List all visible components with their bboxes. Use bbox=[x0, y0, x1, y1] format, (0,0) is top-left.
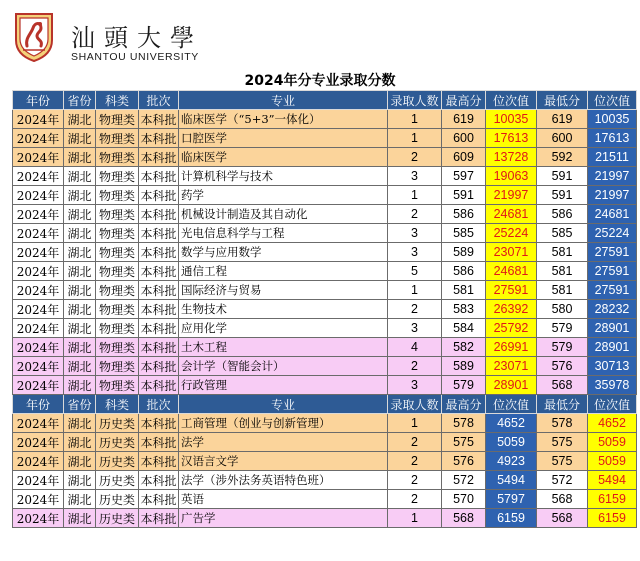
cell-max-rank: 26392 bbox=[486, 300, 537, 319]
table-row bbox=[13, 471, 637, 490]
cell-max-score: 589 bbox=[442, 243, 486, 262]
cell-batch: 本科批 bbox=[139, 129, 179, 148]
cell-major: 会计学（智能会计） bbox=[179, 357, 388, 376]
cell-subject: 物理类 bbox=[96, 281, 139, 300]
cell-max-rank: 25224 bbox=[486, 224, 537, 243]
header-major: 专业 bbox=[179, 91, 388, 110]
cell-batch: 本科批 bbox=[139, 357, 179, 376]
cell-min-score: 576 bbox=[537, 357, 588, 376]
cell-min-rank: 5059 bbox=[588, 452, 637, 471]
cell-admitted: 2 bbox=[388, 205, 442, 224]
cell-batch: 本科批 bbox=[139, 452, 179, 471]
cell-min-score: 585 bbox=[537, 224, 588, 243]
university-name-cn: 汕頭大學 bbox=[71, 24, 203, 52]
physics-section bbox=[13, 110, 637, 395]
cell-batch: 本科批 bbox=[139, 205, 179, 224]
header-max-rank: 位次值 bbox=[486, 91, 537, 110]
table-row bbox=[13, 433, 637, 452]
cell-major: 应用化学 bbox=[179, 319, 388, 338]
cell-admitted: 2 bbox=[388, 300, 442, 319]
cell-batch: 本科批 bbox=[139, 490, 179, 509]
cell-year: 2024年 bbox=[13, 148, 64, 167]
cell-max-score: 585 bbox=[442, 224, 486, 243]
cell-year: 2024年 bbox=[13, 224, 64, 243]
cell-min-rank: 30713 bbox=[588, 357, 637, 376]
header-admitted: 录取人数 bbox=[388, 395, 442, 414]
cell-subject: 物理类 bbox=[96, 167, 139, 186]
header-year: 年份 bbox=[13, 395, 64, 414]
table-row bbox=[13, 262, 637, 281]
cell-max-rank: 5059 bbox=[486, 433, 537, 452]
cell-min-score: 578 bbox=[537, 414, 588, 433]
cell-admitted: 1 bbox=[388, 129, 442, 148]
cell-admitted: 3 bbox=[388, 319, 442, 338]
cell-min-rank: 27591 bbox=[588, 243, 637, 262]
cell-max-rank: 24681 bbox=[486, 262, 537, 281]
cell-min-rank: 27591 bbox=[588, 262, 637, 281]
cell-province: 湖北 bbox=[64, 281, 96, 300]
university-name-en: SHANTOU UNIVERSITY bbox=[71, 51, 199, 63]
table-row bbox=[13, 110, 637, 129]
cell-major: 机械设计制造及其自动化 bbox=[179, 205, 388, 224]
cell-max-rank: 4923 bbox=[486, 452, 537, 471]
header-subject: 科类 bbox=[96, 395, 139, 414]
cell-batch: 本科批 bbox=[139, 471, 179, 490]
cell-subject: 物理类 bbox=[96, 224, 139, 243]
cell-year: 2024年 bbox=[13, 490, 64, 509]
cell-max-rank: 28901 bbox=[486, 376, 537, 395]
cell-min-rank: 17613 bbox=[588, 129, 637, 148]
cell-min-rank: 6159 bbox=[588, 509, 637, 528]
cell-batch: 本科批 bbox=[139, 376, 179, 395]
cell-max-score: 586 bbox=[442, 205, 486, 224]
cell-max-rank: 27591 bbox=[486, 281, 537, 300]
cell-year: 2024年 bbox=[13, 281, 64, 300]
cell-min-rank: 6159 bbox=[588, 490, 637, 509]
cell-min-rank: 28901 bbox=[588, 338, 637, 357]
cell-major: 光电信息科学与工程 bbox=[179, 224, 388, 243]
cell-subject: 物理类 bbox=[96, 262, 139, 281]
university-seal-icon bbox=[13, 10, 55, 62]
cell-subject: 物理类 bbox=[96, 357, 139, 376]
cell-major: 生物技术 bbox=[179, 300, 388, 319]
cell-province: 湖北 bbox=[64, 338, 96, 357]
cell-max-score: 597 bbox=[442, 167, 486, 186]
cell-subject: 历史类 bbox=[96, 471, 139, 490]
cell-max-rank: 6159 bbox=[486, 509, 537, 528]
admission-score-table bbox=[12, 90, 637, 528]
cell-min-score: 591 bbox=[537, 186, 588, 205]
table-header-row bbox=[13, 91, 637, 110]
cell-province: 湖北 bbox=[64, 300, 96, 319]
cell-max-rank: 10035 bbox=[486, 110, 537, 129]
cell-max-score: 583 bbox=[442, 300, 486, 319]
cell-subject: 物理类 bbox=[96, 243, 139, 262]
cell-subject: 物理类 bbox=[96, 319, 139, 338]
cell-province: 湖北 bbox=[64, 319, 96, 338]
cell-max-score: 619 bbox=[442, 110, 486, 129]
table-row bbox=[13, 490, 637, 509]
cell-batch: 本科批 bbox=[139, 319, 179, 338]
table-row bbox=[13, 186, 637, 205]
cell-admitted: 3 bbox=[388, 243, 442, 262]
cell-subject: 历史类 bbox=[96, 414, 139, 433]
cell-min-score: 572 bbox=[537, 471, 588, 490]
cell-max-rank: 23071 bbox=[486, 357, 537, 376]
table-row bbox=[13, 148, 637, 167]
cell-min-rank: 21511 bbox=[588, 148, 637, 167]
header-max-score: 最高分 bbox=[442, 91, 486, 110]
cell-admitted: 2 bbox=[388, 357, 442, 376]
cell-admitted: 1 bbox=[388, 509, 442, 528]
table-row bbox=[13, 452, 637, 471]
cell-year: 2024年 bbox=[13, 129, 64, 148]
cell-admitted: 1 bbox=[388, 110, 442, 129]
page-title: 2024年分专业录取分数 bbox=[244, 73, 396, 89]
cell-min-rank: 21997 bbox=[588, 186, 637, 205]
cell-max-rank: 5494 bbox=[486, 471, 537, 490]
cell-year: 2024年 bbox=[13, 509, 64, 528]
cell-major: 土木工程 bbox=[179, 338, 388, 357]
cell-subject: 历史类 bbox=[96, 433, 139, 452]
cell-subject: 物理类 bbox=[96, 300, 139, 319]
header-province: 省份 bbox=[64, 91, 96, 110]
cell-major: 广告学 bbox=[179, 509, 388, 528]
cell-subject: 历史类 bbox=[96, 490, 139, 509]
cell-admitted: 1 bbox=[388, 414, 442, 433]
cell-year: 2024年 bbox=[13, 319, 64, 338]
cell-min-score: 579 bbox=[537, 319, 588, 338]
table-row bbox=[13, 509, 637, 528]
cell-subject: 物理类 bbox=[96, 338, 139, 357]
cell-province: 湖北 bbox=[64, 471, 96, 490]
cell-min-score: 592 bbox=[537, 148, 588, 167]
cell-max-score: 578 bbox=[442, 414, 486, 433]
cell-subject: 物理类 bbox=[96, 205, 139, 224]
header-province: 省份 bbox=[64, 395, 96, 414]
cell-max-score: 584 bbox=[442, 319, 486, 338]
cell-min-score: 581 bbox=[537, 281, 588, 300]
cell-province: 湖北 bbox=[64, 376, 96, 395]
header-batch: 批次 bbox=[139, 395, 179, 414]
cell-province: 湖北 bbox=[64, 414, 96, 433]
cell-year: 2024年 bbox=[13, 167, 64, 186]
cell-province: 湖北 bbox=[64, 186, 96, 205]
cell-province: 湖北 bbox=[64, 167, 96, 186]
cell-major: 英语 bbox=[179, 490, 388, 509]
cell-batch: 本科批 bbox=[139, 300, 179, 319]
cell-min-rank: 25224 bbox=[588, 224, 637, 243]
header-min-score: 最低分 bbox=[537, 91, 588, 110]
table-row bbox=[13, 129, 637, 148]
cell-batch: 本科批 bbox=[139, 262, 179, 281]
cell-max-score: 572 bbox=[442, 471, 486, 490]
cell-max-rank: 25792 bbox=[486, 319, 537, 338]
cell-year: 2024年 bbox=[13, 300, 64, 319]
header-batch: 批次 bbox=[139, 91, 179, 110]
cell-min-score: 568 bbox=[537, 509, 588, 528]
cell-batch: 本科批 bbox=[139, 186, 179, 205]
cell-min-score: 579 bbox=[537, 338, 588, 357]
cell-major: 工商管理（创业与创新管理） bbox=[179, 414, 388, 433]
cell-province: 湖北 bbox=[64, 129, 96, 148]
table-row bbox=[13, 167, 637, 186]
cell-year: 2024年 bbox=[13, 452, 64, 471]
cell-min-rank: 28901 bbox=[588, 319, 637, 338]
cell-min-rank: 5494 bbox=[588, 471, 637, 490]
cell-admitted: 3 bbox=[388, 376, 442, 395]
cell-province: 湖北 bbox=[64, 110, 96, 129]
cell-max-rank: 23071 bbox=[486, 243, 537, 262]
cell-major: 法学（涉外法务英语特色班） bbox=[179, 471, 388, 490]
cell-min-score: 586 bbox=[537, 205, 588, 224]
cell-year: 2024年 bbox=[13, 433, 64, 452]
cell-year: 2024年 bbox=[13, 205, 64, 224]
cell-year: 2024年 bbox=[13, 243, 64, 262]
cell-subject: 历史类 bbox=[96, 509, 139, 528]
cell-max-rank: 26991 bbox=[486, 338, 537, 357]
cell-province: 湖北 bbox=[64, 262, 96, 281]
cell-batch: 本科批 bbox=[139, 414, 179, 433]
cell-province: 湖北 bbox=[64, 243, 96, 262]
cell-max-score: 589 bbox=[442, 357, 486, 376]
cell-min-rank: 35978 bbox=[588, 376, 637, 395]
cell-year: 2024年 bbox=[13, 186, 64, 205]
cell-min-score: 581 bbox=[537, 243, 588, 262]
cell-major: 临床医学 bbox=[179, 148, 388, 167]
header-admitted: 录取人数 bbox=[388, 91, 442, 110]
cell-max-score: 575 bbox=[442, 433, 486, 452]
table-row bbox=[13, 414, 637, 433]
cell-subject: 物理类 bbox=[96, 110, 139, 129]
cell-batch: 本科批 bbox=[139, 509, 179, 528]
cell-year: 2024年 bbox=[13, 471, 64, 490]
cell-major: 国际经济与贸易 bbox=[179, 281, 388, 300]
table-row bbox=[13, 357, 637, 376]
cell-min-score: 568 bbox=[537, 490, 588, 509]
header-min-score: 最低分 bbox=[537, 395, 588, 414]
cell-major: 法学 bbox=[179, 433, 388, 452]
cell-year: 2024年 bbox=[13, 338, 64, 357]
cell-min-score: 568 bbox=[537, 376, 588, 395]
header-subject: 科类 bbox=[96, 91, 139, 110]
cell-min-rank: 5059 bbox=[588, 433, 637, 452]
cell-major: 行政管理 bbox=[179, 376, 388, 395]
cell-max-rank: 24681 bbox=[486, 205, 537, 224]
cell-min-rank: 21997 bbox=[588, 167, 637, 186]
table-row bbox=[13, 243, 637, 262]
cell-province: 湖北 bbox=[64, 509, 96, 528]
cell-admitted: 1 bbox=[388, 281, 442, 300]
cell-max-score: 586 bbox=[442, 262, 486, 281]
cell-admitted: 3 bbox=[388, 224, 442, 243]
cell-major: 数学与应用数学 bbox=[179, 243, 388, 262]
cell-max-rank: 5797 bbox=[486, 490, 537, 509]
cell-max-score: 591 bbox=[442, 186, 486, 205]
cell-batch: 本科批 bbox=[139, 110, 179, 129]
history-section bbox=[13, 414, 637, 528]
cell-admitted: 2 bbox=[388, 471, 442, 490]
table-row bbox=[13, 338, 637, 357]
cell-min-score: 619 bbox=[537, 110, 588, 129]
cell-batch: 本科批 bbox=[139, 148, 179, 167]
cell-year: 2024年 bbox=[13, 110, 64, 129]
cell-max-score: 582 bbox=[442, 338, 486, 357]
cell-max-score: 579 bbox=[442, 376, 486, 395]
cell-max-score: 576 bbox=[442, 452, 486, 471]
cell-admitted: 4 bbox=[388, 338, 442, 357]
header-min-rank: 位次值 bbox=[588, 91, 637, 110]
cell-min-score: 580 bbox=[537, 300, 588, 319]
cell-major: 汉语言文学 bbox=[179, 452, 388, 471]
cell-max-rank: 19063 bbox=[486, 167, 537, 186]
cell-year: 2024年 bbox=[13, 357, 64, 376]
cell-province: 湖北 bbox=[64, 452, 96, 471]
cell-admitted: 5 bbox=[388, 262, 442, 281]
header-max-score: 最高分 bbox=[442, 395, 486, 414]
table-row bbox=[13, 281, 637, 300]
cell-min-rank: 28232 bbox=[588, 300, 637, 319]
cell-province: 湖北 bbox=[64, 224, 96, 243]
cell-subject: 物理类 bbox=[96, 186, 139, 205]
cell-admitted: 3 bbox=[388, 167, 442, 186]
cell-province: 湖北 bbox=[64, 148, 96, 167]
table-row bbox=[13, 376, 637, 395]
cell-min-rank: 4652 bbox=[588, 414, 637, 433]
cell-subject: 物理类 bbox=[96, 376, 139, 395]
cell-year: 2024年 bbox=[13, 262, 64, 281]
cell-batch: 本科批 bbox=[139, 167, 179, 186]
header-year: 年份 bbox=[13, 91, 64, 110]
cell-major: 临床医学（“5+3”一体化） bbox=[179, 110, 388, 129]
table-row bbox=[13, 300, 637, 319]
header-major: 专业 bbox=[179, 395, 388, 414]
cell-year: 2024年 bbox=[13, 414, 64, 433]
university-logo bbox=[13, 10, 213, 68]
cell-subject: 物理类 bbox=[96, 129, 139, 148]
cell-min-score: 581 bbox=[537, 262, 588, 281]
cell-max-rank: 4652 bbox=[486, 414, 537, 433]
cell-admitted: 1 bbox=[388, 186, 442, 205]
table-row bbox=[13, 205, 637, 224]
cell-min-rank: 27591 bbox=[588, 281, 637, 300]
cell-admitted: 2 bbox=[388, 433, 442, 452]
cell-max-score: 600 bbox=[442, 129, 486, 148]
cell-max-score: 568 bbox=[442, 509, 486, 528]
cell-max-score: 581 bbox=[442, 281, 486, 300]
table-row bbox=[13, 319, 637, 338]
cell-year: 2024年 bbox=[13, 376, 64, 395]
cell-major: 口腔医学 bbox=[179, 129, 388, 148]
cell-subject: 物理类 bbox=[96, 148, 139, 167]
header-max-rank: 位次值 bbox=[486, 395, 537, 414]
cell-province: 湖北 bbox=[64, 433, 96, 452]
cell-batch: 本科批 bbox=[139, 338, 179, 357]
cell-min-score: 600 bbox=[537, 129, 588, 148]
cell-min-rank: 10035 bbox=[588, 110, 637, 129]
cell-major: 计算机科学与技术 bbox=[179, 167, 388, 186]
cell-batch: 本科批 bbox=[139, 433, 179, 452]
cell-batch: 本科批 bbox=[139, 243, 179, 262]
cell-min-score: 591 bbox=[537, 167, 588, 186]
cell-admitted: 2 bbox=[388, 490, 442, 509]
cell-province: 湖北 bbox=[64, 357, 96, 376]
cell-province: 湖北 bbox=[64, 490, 96, 509]
header-min-rank: 位次值 bbox=[588, 395, 637, 414]
cell-batch: 本科批 bbox=[139, 224, 179, 243]
cell-max-rank: 17613 bbox=[486, 129, 537, 148]
cell-batch: 本科批 bbox=[139, 281, 179, 300]
cell-admitted: 2 bbox=[388, 452, 442, 471]
cell-min-score: 575 bbox=[537, 452, 588, 471]
cell-max-rank: 21997 bbox=[486, 186, 537, 205]
table-header-row bbox=[13, 395, 637, 414]
cell-min-rank: 24681 bbox=[588, 205, 637, 224]
table-row bbox=[13, 224, 637, 243]
cell-province: 湖北 bbox=[64, 205, 96, 224]
cell-max-rank: 13728 bbox=[486, 148, 537, 167]
cell-max-score: 570 bbox=[442, 490, 486, 509]
cell-min-score: 575 bbox=[537, 433, 588, 452]
cell-subject: 历史类 bbox=[96, 452, 139, 471]
cell-major: 通信工程 bbox=[179, 262, 388, 281]
cell-max-score: 609 bbox=[442, 148, 486, 167]
cell-admitted: 2 bbox=[388, 148, 442, 167]
cell-major: 药学 bbox=[179, 186, 388, 205]
